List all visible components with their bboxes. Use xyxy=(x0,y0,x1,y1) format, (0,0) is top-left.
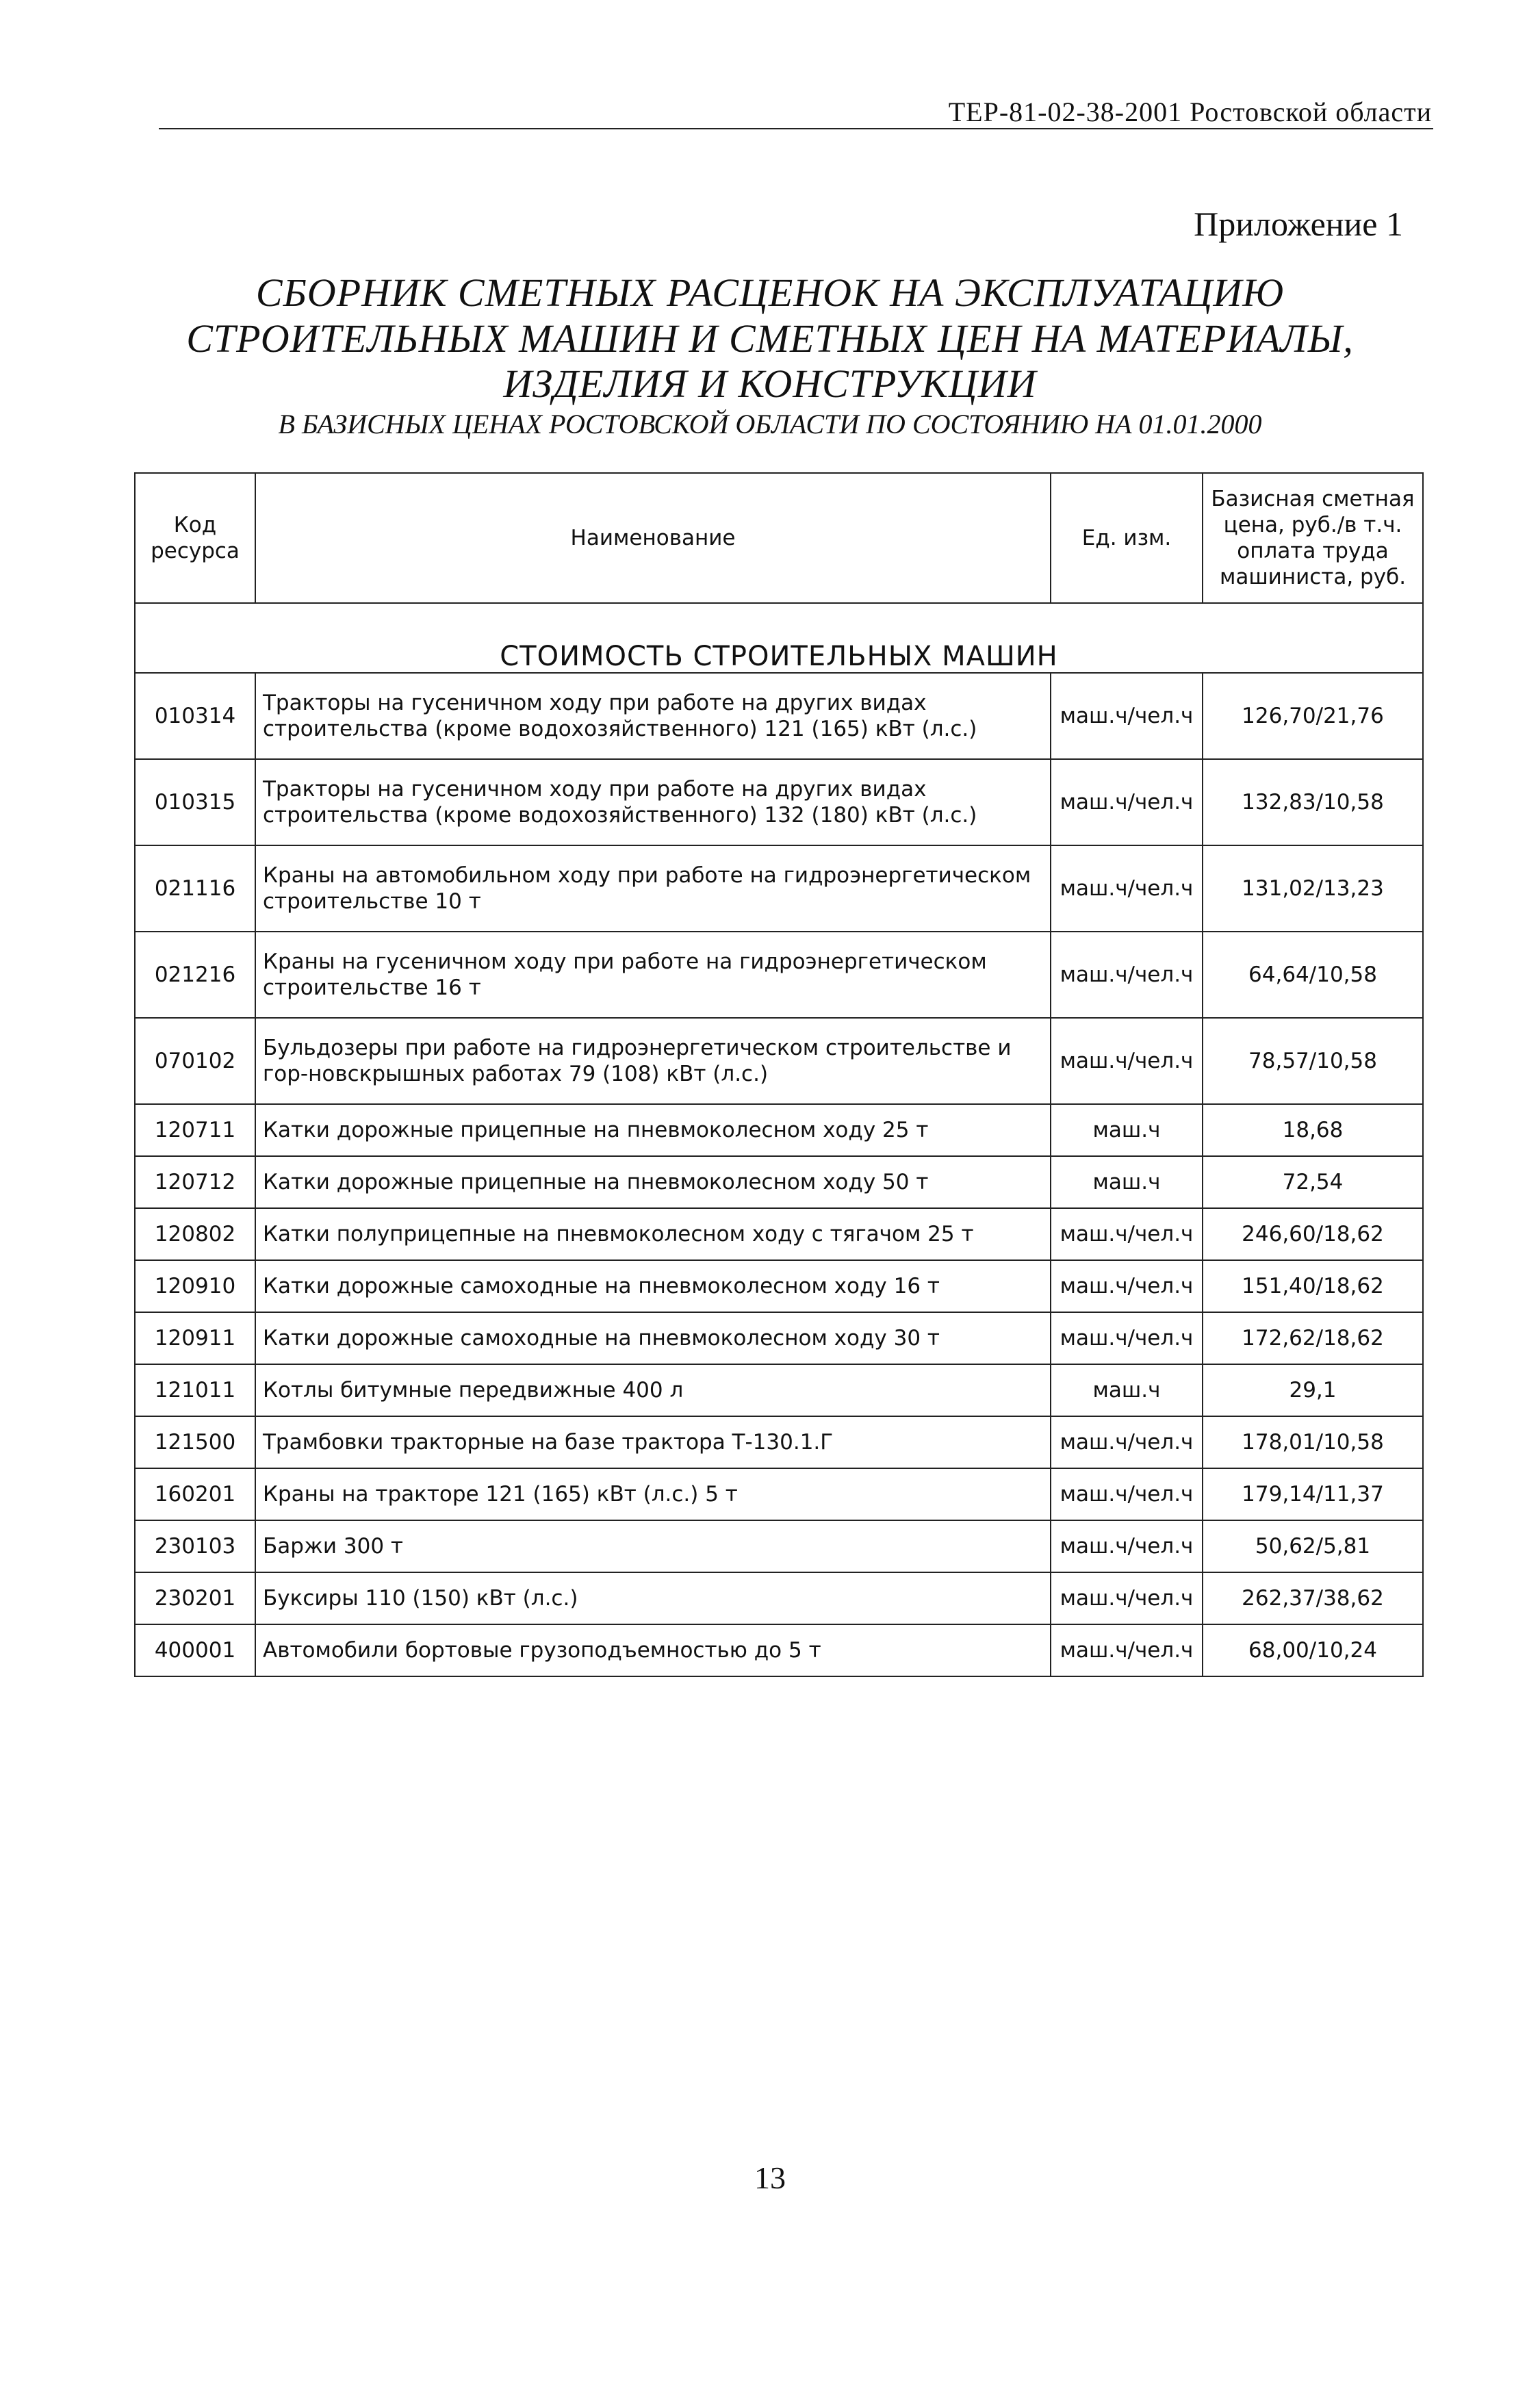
cell-price: 179,14/11,37 xyxy=(1203,1468,1423,1520)
table-row xyxy=(135,1104,1423,1156)
page-number: 13 xyxy=(754,2160,786,2195)
cell-price: 246,60/18,62 xyxy=(1203,1208,1423,1260)
cell-code: 070102 xyxy=(135,1018,255,1104)
table-row xyxy=(135,1018,1423,1104)
cell-price: 126,70/21,76 xyxy=(1203,673,1423,759)
cell-name: Баржи 300 т xyxy=(255,1520,1051,1572)
cell-code: 400001 xyxy=(135,1624,255,1676)
cell-unit: маш.ч/чел.ч xyxy=(1051,1018,1203,1104)
cell-code: 121011 xyxy=(135,1364,255,1416)
cell-code: 230201 xyxy=(135,1572,255,1624)
document-code: ТЕР-81-02-38-2001 Ростовской области xyxy=(948,97,1432,127)
cell-name: Автомобили бортовые грузоподъемностью до 5 т xyxy=(255,1624,1051,1676)
cell-unit: маш.ч/чел.ч xyxy=(1051,1312,1203,1364)
column-header-name: Наименование xyxy=(255,473,1051,603)
cell-name: Краны на тракторе 121 (165) кВт (л.с.) 5 т xyxy=(255,1468,1051,1520)
cell-price: 178,01/10,58 xyxy=(1203,1416,1423,1468)
cell-code: 021216 xyxy=(135,932,255,1018)
cell-code: 021116 xyxy=(135,845,255,932)
cell-name: Краны на гусеничном ходу при работе на гидроэнергетическом строительстве 16 т xyxy=(255,932,1051,1018)
cell-price: 172,62/18,62 xyxy=(1203,1312,1423,1364)
cell-unit: маш.ч/чел.ч xyxy=(1051,932,1203,1018)
table-row xyxy=(135,1520,1423,1572)
cell-code: 120910 xyxy=(135,1260,255,1312)
column-header-code: Код ресурса xyxy=(135,473,255,603)
section-title: СТОИМОСТЬ СТРОИТЕЛЬНЫХ МАШИН xyxy=(135,603,1423,673)
table-row xyxy=(135,1364,1423,1416)
cell-name: Тракторы на гусеничном ходу при работе на других видах строительства (кроме водохозяйственного) 132 (180) кВт (л.с.) xyxy=(255,759,1051,845)
cell-unit: маш.ч/чел.ч xyxy=(1051,1520,1203,1572)
cell-unit: маш.ч xyxy=(1051,1104,1203,1156)
cell-price: 64,64/10,58 xyxy=(1203,932,1423,1018)
table-header-row xyxy=(135,473,1423,603)
cell-unit: маш.ч/чел.ч xyxy=(1051,1572,1203,1624)
cell-price: 68,00/10,24 xyxy=(1203,1624,1423,1676)
cell-code: 010314 xyxy=(135,673,255,759)
cell-name: Катки дорожные самоходные на пневмоколесном ходу 30 т xyxy=(255,1312,1051,1364)
table-row xyxy=(135,1572,1423,1624)
table-row xyxy=(135,1312,1423,1364)
cell-name: Катки дорожные самоходные на пневмоколесном ходу 16 т xyxy=(255,1260,1051,1312)
cell-price: 29,1 xyxy=(1203,1364,1423,1416)
title-line-2: СТРОИТЕЛЬНЫХ МАШИН И СМЕТНЫХ ЦЕН НА МАТЕРИАЛЫ, xyxy=(186,316,1354,361)
cell-code: 120911 xyxy=(135,1312,255,1364)
cell-price: 132,83/10,58 xyxy=(1203,759,1423,845)
cell-price: 18,68 xyxy=(1203,1104,1423,1156)
title-subtitle: В БАЗИСНЫХ ЦЕНАХ РОСТОВСКОЙ ОБЛАСТИ ПО СОСТОЯНИЮ НА 01.01.2000 xyxy=(278,409,1262,439)
table-row xyxy=(135,1208,1423,1260)
cell-name: Тракторы на гусеничном ходу при работе на других видах строительства (кроме водохозяйственного) 121 (165) кВт (л.с.) xyxy=(255,673,1051,759)
resource-price-table xyxy=(134,472,1424,1677)
cell-unit: маш.ч/чел.ч xyxy=(1051,1208,1203,1260)
cell-unit: маш.ч/чел.ч xyxy=(1051,845,1203,932)
table-row xyxy=(135,759,1423,845)
cell-unit: маш.ч/чел.ч xyxy=(1051,1416,1203,1468)
cell-code: 160201 xyxy=(135,1468,255,1520)
cell-name: Буксиры 110 (150) кВт (л.с.) xyxy=(255,1572,1051,1624)
cell-price: 262,37/38,62 xyxy=(1203,1572,1423,1624)
cell-name: Бульдозеры при работе на гидроэнергетическом строительстве и гор-новскрышных работах 79 (108) кВт (л.с.) xyxy=(255,1018,1051,1104)
cell-unit: маш.ч/чел.ч xyxy=(1051,1624,1203,1676)
cell-price: 50,62/5,81 xyxy=(1203,1520,1423,1572)
cell-name: Котлы битумные передвижные 400 л xyxy=(255,1364,1051,1416)
appendix-label: Приложение 1 xyxy=(1194,205,1403,243)
section-title-row xyxy=(135,603,1423,673)
cell-name: Катки дорожные прицепные на пневмоколесном ходу 25 т xyxy=(255,1104,1051,1156)
cell-code: 230103 xyxy=(135,1520,255,1572)
cell-unit: маш.ч/чел.ч xyxy=(1051,1468,1203,1520)
cell-price: 78,57/10,58 xyxy=(1203,1018,1423,1104)
cell-unit: маш.ч/чел.ч xyxy=(1051,1260,1203,1312)
cell-name: Краны на автомобильном ходу при работе на гидроэнергетическом строительстве 10 т xyxy=(255,845,1051,932)
column-header-unit: Ед. изм. xyxy=(1051,473,1203,603)
table-row xyxy=(135,845,1423,932)
cell-code: 120712 xyxy=(135,1156,255,1208)
table-row xyxy=(135,673,1423,759)
cell-unit: маш.ч/чел.ч xyxy=(1051,673,1203,759)
header-rule xyxy=(159,128,1433,129)
cell-code: 121500 xyxy=(135,1416,255,1468)
cell-name: Катки дорожные прицепные на пневмоколесном ходу 50 т xyxy=(255,1156,1051,1208)
cell-price: 151,40/18,62 xyxy=(1203,1260,1423,1312)
cell-code: 120711 xyxy=(135,1104,255,1156)
table-row xyxy=(135,1156,1423,1208)
cell-code: 010315 xyxy=(135,759,255,845)
cell-name: Катки полуприцепные на пневмоколесном ходу с тягачом 25 т xyxy=(255,1208,1051,1260)
table-row xyxy=(135,1624,1423,1676)
cell-unit: маш.ч xyxy=(1051,1364,1203,1416)
column-header-price: Базисная сметная цена, руб./в т.ч. оплата труда машиниста, руб. xyxy=(1203,473,1423,603)
cell-price: 72,54 xyxy=(1203,1156,1423,1208)
table-row xyxy=(135,1260,1423,1312)
cell-price: 131,02/13,23 xyxy=(1203,845,1423,932)
cell-name: Трамбовки тракторные на базе трактора Т-130.1.Г xyxy=(255,1416,1051,1468)
cell-code: 120802 xyxy=(135,1208,255,1260)
cell-unit: маш.ч/чел.ч xyxy=(1051,759,1203,845)
table-row xyxy=(135,1416,1423,1468)
title-line-1: СБОРНИК СМЕТНЫХ РАСЦЕНОК НА ЭКСПЛУАТАЦИЮ xyxy=(255,270,1285,315)
cell-unit: маш.ч xyxy=(1051,1156,1203,1208)
title-line-3: ИЗДЕЛИЯ И КОНСТРУКЦИИ xyxy=(503,361,1037,406)
table-row xyxy=(135,1468,1423,1520)
table-row xyxy=(135,932,1423,1018)
